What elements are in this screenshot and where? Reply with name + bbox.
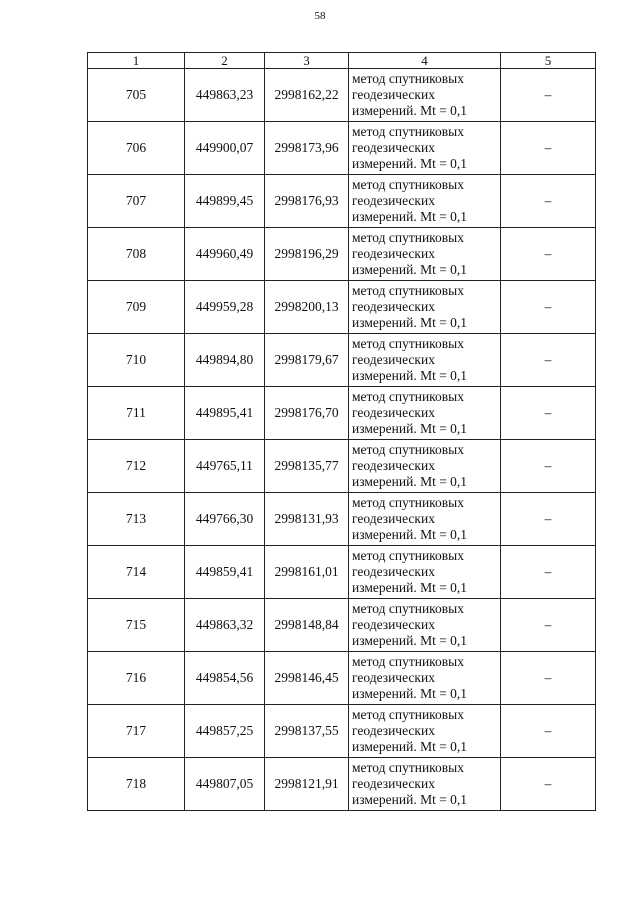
method-line: измерений. Mt = 0,1: [352, 103, 468, 118]
note-cell: –: [501, 228, 596, 281]
point-number-cell: 717: [88, 705, 185, 758]
y-coordinate-cell: 2998121,91: [265, 758, 349, 811]
method-line: геодезических: [352, 87, 435, 102]
point-number-cell: 718: [88, 758, 185, 811]
method-line: метод спутниковых: [352, 230, 464, 245]
y-coordinate-cell: 2998176,70: [265, 387, 349, 440]
y-coordinate-cell: 2998176,93: [265, 175, 349, 228]
method-line: измерений. Mt = 0,1: [352, 792, 468, 807]
method-line: геодезических: [352, 458, 435, 473]
method-cell: [349, 493, 501, 546]
note-cell: –: [501, 69, 596, 122]
note-cell: –: [501, 493, 596, 546]
y-coordinate-cell: 2998146,45: [265, 652, 349, 705]
method-cell: [349, 546, 501, 599]
method-line: измерений. Mt = 0,1: [352, 633, 468, 648]
table-row: [88, 493, 596, 546]
method-line: измерений. Mt = 0,1: [352, 527, 468, 542]
method-line: метод спутниковых: [352, 124, 464, 139]
point-number-cell: 716: [88, 652, 185, 705]
point-number-cell: 711: [88, 387, 185, 440]
y-coordinate-cell: 2998179,67: [265, 334, 349, 387]
point-number-cell: 709: [88, 281, 185, 334]
x-coordinate-cell: 449859,41: [185, 546, 265, 599]
method-line: измерений. Mt = 0,1: [352, 686, 468, 701]
x-coordinate-cell: 449766,30: [185, 493, 265, 546]
table-row: [88, 599, 596, 652]
x-coordinate-cell: 449863,32: [185, 599, 265, 652]
method-line: метод спутниковых: [352, 548, 464, 563]
method-line: измерений. Mt = 0,1: [352, 421, 468, 436]
point-number-cell: 708: [88, 228, 185, 281]
method-line: измерений. Mt = 0,1: [352, 315, 468, 330]
table-row: [88, 546, 596, 599]
table-row: [88, 705, 596, 758]
method-line: геодезических: [352, 776, 435, 791]
method-line: измерений. Mt = 0,1: [352, 156, 468, 171]
method-cell: [349, 387, 501, 440]
y-coordinate-cell: 2998200,13: [265, 281, 349, 334]
table-header-row: [88, 53, 596, 69]
x-coordinate-cell: 449895,41: [185, 387, 265, 440]
x-coordinate-cell: 449807,05: [185, 758, 265, 811]
note-cell: –: [501, 281, 596, 334]
method-line: геодезических: [352, 140, 435, 155]
method-line: метод спутниковых: [352, 442, 464, 457]
method-line: метод спутниковых: [352, 336, 464, 351]
column-header-5: 5: [501, 53, 596, 69]
note-cell: –: [501, 705, 596, 758]
method-line: геодезических: [352, 723, 435, 738]
point-number-cell: 710: [88, 334, 185, 387]
note-cell: –: [501, 175, 596, 228]
y-coordinate-cell: 2998161,01: [265, 546, 349, 599]
table-row: [88, 228, 596, 281]
note-cell: –: [501, 387, 596, 440]
method-line: геодезических: [352, 617, 435, 632]
table-row: [88, 281, 596, 334]
point-number-cell: 712: [88, 440, 185, 493]
method-line: метод спутниковых: [352, 707, 464, 722]
method-line: измерений. Mt = 0,1: [352, 209, 468, 224]
method-cell: [349, 69, 501, 122]
x-coordinate-cell: 449765,11: [185, 440, 265, 493]
note-cell: –: [501, 334, 596, 387]
x-coordinate-cell: 449959,28: [185, 281, 265, 334]
note-cell: –: [501, 758, 596, 811]
point-number-cell: 707: [88, 175, 185, 228]
note-cell: –: [501, 122, 596, 175]
x-coordinate-cell: 449857,25: [185, 705, 265, 758]
method-line: метод спутниковых: [352, 495, 464, 510]
table-row: [88, 175, 596, 228]
table-row: [88, 69, 596, 122]
note-cell: –: [501, 546, 596, 599]
method-cell: [349, 705, 501, 758]
method-line: геодезических: [352, 299, 435, 314]
method-line: метод спутниковых: [352, 177, 464, 192]
column-header-3: 3: [265, 53, 349, 69]
method-line: измерений. Mt = 0,1: [352, 262, 468, 277]
method-line: геодезических: [352, 246, 435, 261]
method-cell: [349, 281, 501, 334]
method-line: метод спутниковых: [352, 654, 464, 669]
y-coordinate-cell: 2998135,77: [265, 440, 349, 493]
column-header-1: 1: [88, 53, 185, 69]
point-number-cell: 715: [88, 599, 185, 652]
method-line: геодезических: [352, 670, 435, 685]
method-line: геодезических: [352, 564, 435, 579]
point-number-cell: 713: [88, 493, 185, 546]
table-row: [88, 652, 596, 705]
x-coordinate-cell: 449960,49: [185, 228, 265, 281]
method-cell: [349, 122, 501, 175]
table-body: [88, 69, 596, 811]
table-row: [88, 334, 596, 387]
note-cell: –: [501, 652, 596, 705]
y-coordinate-cell: 2998162,22: [265, 69, 349, 122]
point-number-cell: 714: [88, 546, 185, 599]
method-line: измерений. Mt = 0,1: [352, 368, 468, 383]
method-cell: [349, 440, 501, 493]
coordinates-table: [87, 52, 596, 811]
method-cell: [349, 652, 501, 705]
x-coordinate-cell: 449900,07: [185, 122, 265, 175]
table-row: [88, 122, 596, 175]
x-coordinate-cell: 449899,45: [185, 175, 265, 228]
method-cell: [349, 334, 501, 387]
table-row: [88, 440, 596, 493]
method-cell: [349, 758, 501, 811]
method-cell: [349, 175, 501, 228]
method-cell: [349, 599, 501, 652]
column-header-4: 4: [349, 53, 501, 69]
table-row: [88, 758, 596, 811]
column-header-2: 2: [185, 53, 265, 69]
table-row: [88, 387, 596, 440]
method-line: геодезических: [352, 405, 435, 420]
method-cell: [349, 228, 501, 281]
method-line: метод спутниковых: [352, 760, 464, 775]
method-line: метод спутниковых: [352, 601, 464, 616]
method-line: геодезических: [352, 352, 435, 367]
y-coordinate-cell: 2998173,96: [265, 122, 349, 175]
note-cell: –: [501, 440, 596, 493]
method-line: измерений. Mt = 0,1: [352, 474, 468, 489]
x-coordinate-cell: 449894,80: [185, 334, 265, 387]
method-line: метод спутниковых: [352, 283, 464, 298]
note-cell: –: [501, 599, 596, 652]
y-coordinate-cell: 2998148,84: [265, 599, 349, 652]
method-line: геодезических: [352, 193, 435, 208]
y-coordinate-cell: 2998196,29: [265, 228, 349, 281]
page-number: 58: [314, 10, 326, 22]
x-coordinate-cell: 449863,23: [185, 69, 265, 122]
y-coordinate-cell: 2998131,93: [265, 493, 349, 546]
x-coordinate-cell: 449854,56: [185, 652, 265, 705]
method-line: геодезических: [352, 511, 435, 526]
method-line: метод спутниковых: [352, 71, 464, 86]
method-line: измерений. Mt = 0,1: [352, 580, 468, 595]
method-line: измерений. Mt = 0,1: [352, 739, 468, 754]
point-number-cell: 705: [88, 69, 185, 122]
y-coordinate-cell: 2998137,55: [265, 705, 349, 758]
point-number-cell: 706: [88, 122, 185, 175]
method-line: метод спутниковых: [352, 389, 464, 404]
